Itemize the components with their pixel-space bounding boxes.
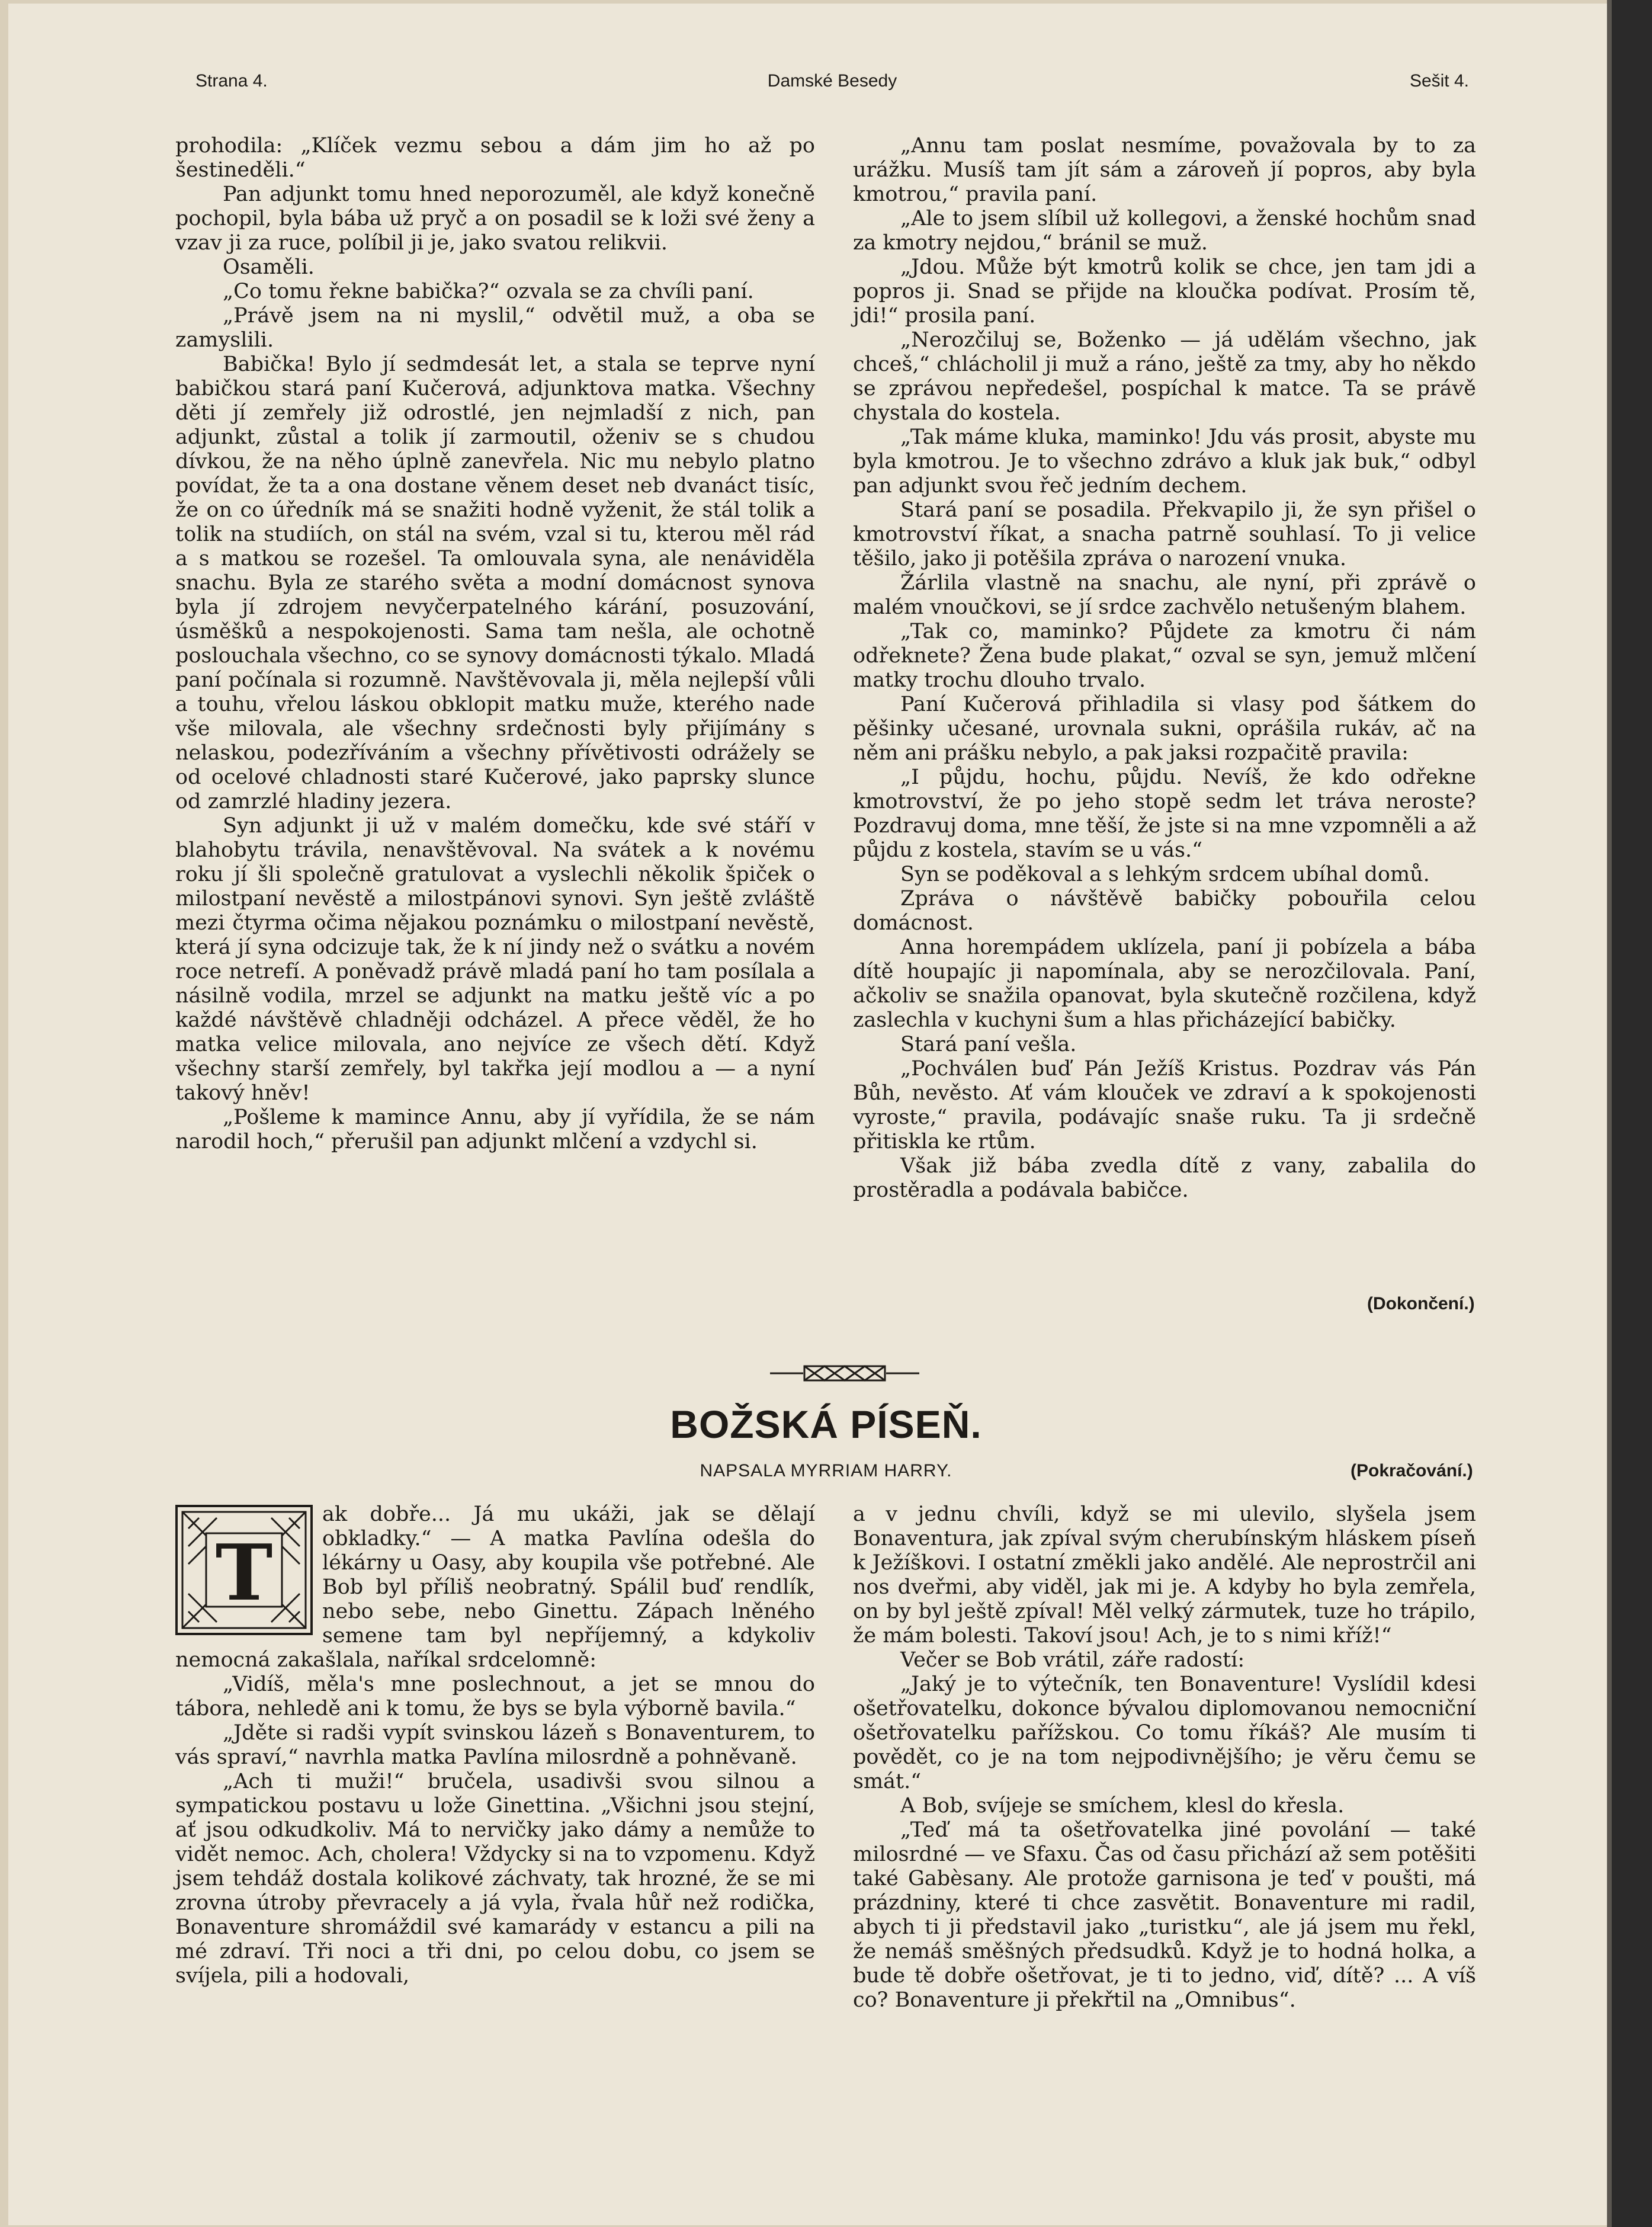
paragraph: ak dobře... Já mu ukáži, jak se dělají obkladky.“ — A matka Pavlína odešla do lékárny u Oasy, aby koupila vše potřebné. Ale Bob byl příliš neobratný. Spálil buď rendlík, nebo sebe, nebo Ginettu. Zápach lněného semene tam byl nepříjemný, a kdykoliv nemocná zakašlala, naříkal srdcelomně: [175,1502,815,1672]
paragraph: Anna horempádem uklízela, paní ji pobízela a bába dítě houpajíc ji napomínala, aby se nerozčilovala. Paní, ačkoliv se snažila opanovat, byla skutečně rozčilena, když zaslechla v kuchyni šum a hlas přicházející babičky. [853,935,1476,1032]
paragraph: „Právě jsem na ni myslil,“ odvětil muž, a oba se zamyslili. [175,304,815,352]
binding [1612,0,1652,2227]
drop-cap-initial [175,1505,313,1635]
page-number: Strana 4. [195,71,268,91]
paragraph: „Pochválen buď Pán Ježíš Kristus. Pozdrav vás Pán Bůh, nevěsto. Ať vám klouček ve zdraví a k spokojenosti vyroste,“ pravila, podávajíc snaše ruku. Ta ji srdečně přitiskla ke rtům. [853,1057,1476,1153]
section-divider-ornament [768,1363,922,1384]
paragraph: „Ale to jsem slíbil už kollegovi, a ženské hochům snad za kmotry nejdou,“ bránil se muž. [853,207,1476,255]
drop-cap-letter: T [215,1527,273,1618]
paragraph: Paní Kučerová přihladila si vlasy pod šátkem do pěšinky učesané, urovnala sukni, oprášila rukáv, ač na něm ani prášku nebylo, a pak jaksi rozpačitě pravila: [853,693,1476,765]
paragraph: „Annu tam poslat nesmíme, považovala by to za urážku. Musíš tam jít sám a zároveň jí popros, aby byla kmotrou,“ pravila paní. [853,134,1476,206]
paragraph: Zpráva o návštěvě babičky pobouřila celou domácnost. [853,887,1476,935]
paragraph: „Teď má ta ošetřovatelka jiné povolání — také milosrdné — ve Sfaxu. Čas od času přichází až sem potěšiti také Gabèsany. Ale protože garnisona je teď v poušti, má prázdniny, které ti chce zasvětit. Bonaventure mi radil, abych ti ji představil jako „turistku“, ale já jsem mu řekl, že nemáš směšných předsudků. Když je to hodná holka, a bude tě dobře ošetřovat, je ti to jedno, viď, dítě? ... A víš co? Bonaventure ji překřtil na „Omnibus“. [853,1818,1476,2012]
story-title: BOŽSKÁ PÍSEŇ. [670,1402,982,1446]
issue-number: Sešit 4. [1409,71,1469,91]
paragraph: „Jdou. Může být kmotrů kolik se chce, jen tam jdi a popros ji. Snad se přijde na kloučka podívat. Prosím tě, jdi!“ prosila paní. [853,255,1476,328]
paragraph: Osaměli. [223,255,315,279]
paragraph: Však již bába zvedla dítě z vany, zabalila do prostěradla a podávala babičce. [853,1154,1476,1202]
paragraph: „Jaký je to výtečník, ten Bonaventure! Vyslídil kdesi ošetřovatelku, dokonce bývalou diplomovanou nemocniční ošetřovatelku pařížskou. Co tomu říkáš? Ale musím ti povědět, co je na tom nejpodivnějšího; je věru čemu se smát.“ [853,1672,1476,1793]
paragraph: „Nerozčiluj se, Boženko — já udělám všechno, jak chceš,“ chlácholil ji muž a ráno, ještě za tmy, aby ho někdo se zprávou nepředešel, pospíchal k matce. Ta se právě chystala do kostela. [853,328,1476,425]
paragraph: Žárlila vlastně na snachu, ale nyní, při zprávě o malém vnoučkovi, se jí srdce zachvělo netušeným blahem. [853,571,1476,619]
paragraph: „Tak máme kluka, maminko! Jdu vás prosit, abyste mu byla kmotrou. Je to všechno zdrávo a kluk jak buk,“ odbyl pan adjunkt svou řeč jedním dechem. [853,425,1476,498]
paragraph: „Jděte si radši vypít svinskou lázeň s Bonaventurem, to vás spraví,“ navrhla matka Pavlína milosrdně a pohněvaně. [175,1721,815,1769]
paragraph: Stará paní se posadila. Překvapilo ji, že syn přišel o kmotrovství říkat, a snacha patrně souhlasí. To ji velice těšilo, jako ji potěšila zpráva o narození vnuka. [853,498,1476,571]
story-end-note: (Dokončení.) [1367,1294,1475,1313]
paragraph: Večer se Bob vrátil, záře radostí: [900,1648,1245,1672]
paragraph: „I půjdu, hochu, půjdu. Nevíš, že kdo odřekne kmotrovství, že po jeho stopě sedm let tráva neroste? Pozdravuj doma, mne těší, že jste si na mne vzpomněli a až půjdu z kostela, stavím se u vás.“ [853,765,1476,862]
paragraph: „Vidíš, měla's mne poslechnout, a jet se mnou do tábora, nehledě ani k tomu, že bys se byla výborně bavila.“ [175,1672,815,1720]
paragraph: „Pošleme k mamince Annu, aby jí vyřídila, že se nám narodil hoch,“ přerušil pan adjunkt mlčení a vzdychl si. [175,1106,815,1153]
paragraph: Babička! Bylo jí sedmdesát let, a stala se teprve nyní babičkou stará paní Kučerová, adjunktova matka. Všechny děti jí zemřely již odrostlé, jen nejmladší z nich, pan adjunkt, zůstal a tolik jí zarmoutil, oženiv se s chudou dívkou, že na něho úplně zanevřela. Nic mu nebylo platno povídat, že ta a ona dostane věnem deset neb dvanáct tisíc, že on co úředník má se snažiti hodně vyženit, že stál tolik a tolik na studiích, on stál na svém, vzal si tu, kterou měl rád a s matkou se rozešel. Ta omlouvala syna, ale nenáviděla snachu. Byla ze starého světa a modní domácnost synova byla jí zdrojem nevyčerpatelného kárání, posuzování, úsměšků a nespokojenosti. Sama tam nešla, ale ochotně poslouchala všechno, co se synovy domácnosti týkalo. Mladá paní počínala si rozumně. Navštěvovala ji, měla nejlepší vůli a touhu, vřelou láskou obklopit matku muže, kterého nade vše milovala, ale všechny srdečnosti byly přijímány s nelaskou, podezříváním a všechny přívětivosti odrážely se od ocelové chladnosti staré Kučerové, jako paprsky slunce od zamrzlé hladiny jezera. [175,353,815,813]
paragraph: „Tak co, maminko? Půjdete za kmotru či nám odřeknete? Žena bude plakat,“ ozval se syn, jemuž mlčení matky trochu dlouho trvalo. [853,620,1476,692]
paragraph: A Bob, svíjeje se smíchem, klesl do křesla. [900,1794,1345,1818]
magazine-title: Damské Besedy [767,71,897,91]
story1-right-column [853,134,1476,1203]
continued-note: (Pokračování.) [1351,1461,1473,1481]
paragraph: prohodila: „Klíček vezmu sebou a dám jim ho až po šestineděli.“ [175,134,815,182]
paragraph: Pan adjunkt tomu hned neporozuměl, ale když konečně pochopil, byla bába už pryč a on posadil se k loži své ženy a vzav ji za ruce, políbil ji je, jako svatou relikvii. [175,182,815,255]
binding-edge [1607,0,1612,2227]
paragraph: Syn se poděkoval a s lehkým srdcem ubíhal domů. [900,863,1430,886]
story2-right-column [853,1502,1476,2013]
paragraph: a v jednu chvíli, když se mi ulevilo, slyšela jsem Bonaventura, jak zpíval svým cherubínským hláskem píseň k Ježíškovi. I ostatní změkli jako andělé. Ale neprostrčil ani nos dveřmi, aby viděl, jak mi je. A kdyby ho byla zemřela, on by byl ještě zpíval! Měl velký zármutek, tuze ho trápilo, že mám bolesti. Takoví jsou! Ach, je to s nimi kříž!“ [853,1502,1476,1648]
paragraph: „Co tomu řekne babička?“ ozvala se za chvíli paní. [223,280,754,303]
page-header [195,71,1469,101]
story2-left-column [175,1502,815,1988]
paragraph: „Ach ti muži!“ bručela, usadivši svou silnou a sympatickou postavu u lože Ginettina. „Všichni jsou stejní, ať jsou odkudkoliv. Má to nervičky jako dámy a nemůže to vidět nemoc. Ach, cholera! Vždycky si na to vzpomenu. Když jsem tehdáž dostala kolikové záchvaty, tak hrozné, že se mi zrovna útroby převracely a já vyla, řvala hůř než rodička, Bonaventure shromáždil své kamarády v estancu a pili na mé zdraví. Tři noci a tři dni, po celou dobu, co jsem se svíjela, pili a hodovali, [175,1770,815,1988]
story-author: NAPSALA MYRRIAM HARRY. [700,1461,952,1481]
paragraph: Stará paní vešla. [900,1033,1077,1056]
paragraph: Syn adjunkt ji už v malém domečku, kde své stáří v blahobytu trávila, nenavštěvoval. Na svátek a k novému roku jí šli společně gratulovat a vyslechli několik špiček o milostpaní nevěstě a milostpánovi synovi. Syn ještě zvláště mezi čtyrma očima nějakou poznámku o milostpaní nevěstě, která jí syna odcizuje tak, že k ní jindy než o svátku a novém roce netrefí. A poněvadž právě mladá paní ho tam posílala a násilně vodila, mrzel se adjunkt na matku ještě víc a po každé návštěvě chladněji odcházel. A přece věděl, že ho matka velice milovala, ano nejvíce ze všech dětí. Když všechny starší zemřely, byl takřka její modlou a — a nyní takový hněv! [175,814,815,1105]
story1-left-column [175,134,815,1154]
